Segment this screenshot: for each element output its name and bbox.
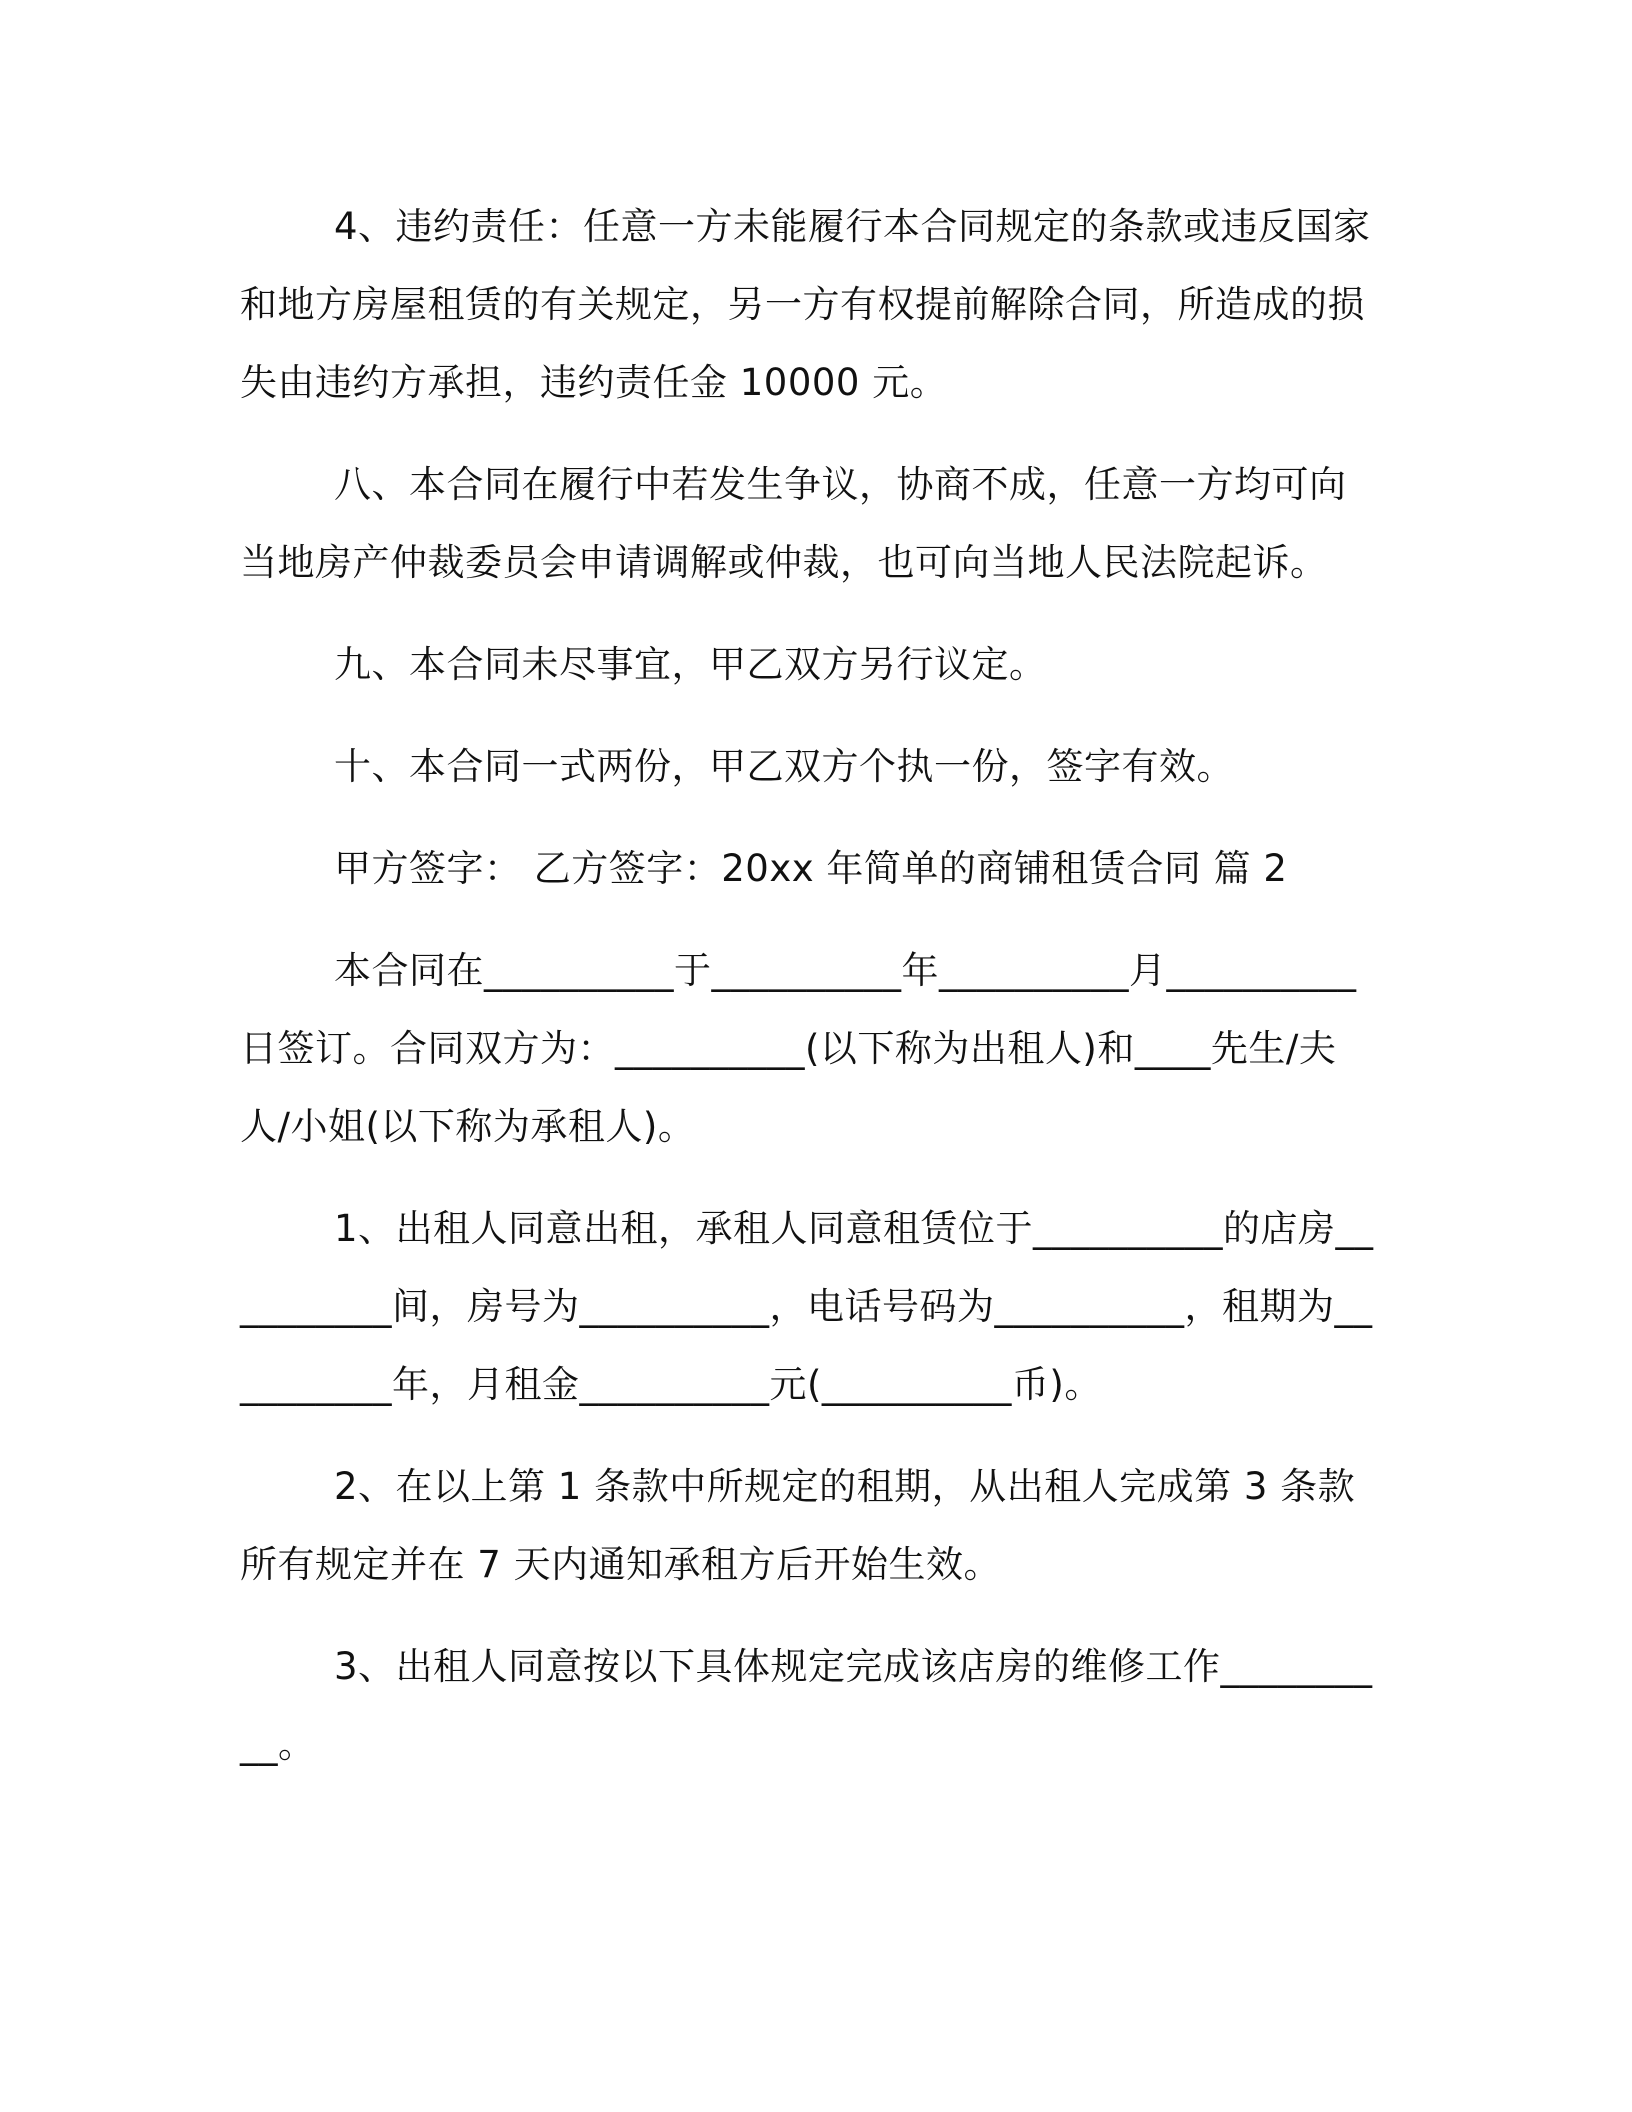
paragraph-clause-1: 1、出租人同意出租，承租人同意租赁位于__________的店房__________间，房号为__________，电话号码为__________，租期为__________年，月租金__________元(__________币)。	[240, 1207, 1374, 1406]
paragraph-signatures-heading: 甲方签字： 乙方签字：20xx 年简单的商铺租赁合同 篇 2	[334, 847, 1288, 890]
paragraph-article-9: 九、本合同未尽事宜，甲乙双方另行议定。	[334, 643, 1047, 686]
paragraph-article-8: 八、本合同在履行中若发生争议，协商不成，任意一方均可向当地房产仲裁委员会申请调解或仲裁，也可向当地人民法院起诉。	[240, 463, 1347, 584]
paragraph-article-10: 十、本合同一式两份，甲乙双方个执一份，签字有效。	[334, 745, 1234, 788]
document-body	[240, 188, 1380, 1784]
paragraph-clause-3: 3、出租人同意按以下具体规定完成该店房的维修工作__________。	[240, 1645, 1373, 1766]
paragraph-clause-2: 2、在以上第 1 条款中所规定的租期，从出租人完成第 3 条款所有规定并在 7 天内通知承租方后开始生效。	[240, 1465, 1356, 1586]
paragraph-contract-intro: 本合同在__________于__________年__________月__________日签订。合同双方为：__________(以下称为出租人)和____先生/夫人/小姐(以下称为承租人)。	[240, 949, 1357, 1148]
paragraph-breach-liability: 4、违约责任：任意一方未能履行本合同规定的条款或违反国家和地方房屋租赁的有关规定，另一方有权提前解除合同，所造成的损失由违约方承担，违约责任金 10000 元。	[240, 205, 1371, 404]
